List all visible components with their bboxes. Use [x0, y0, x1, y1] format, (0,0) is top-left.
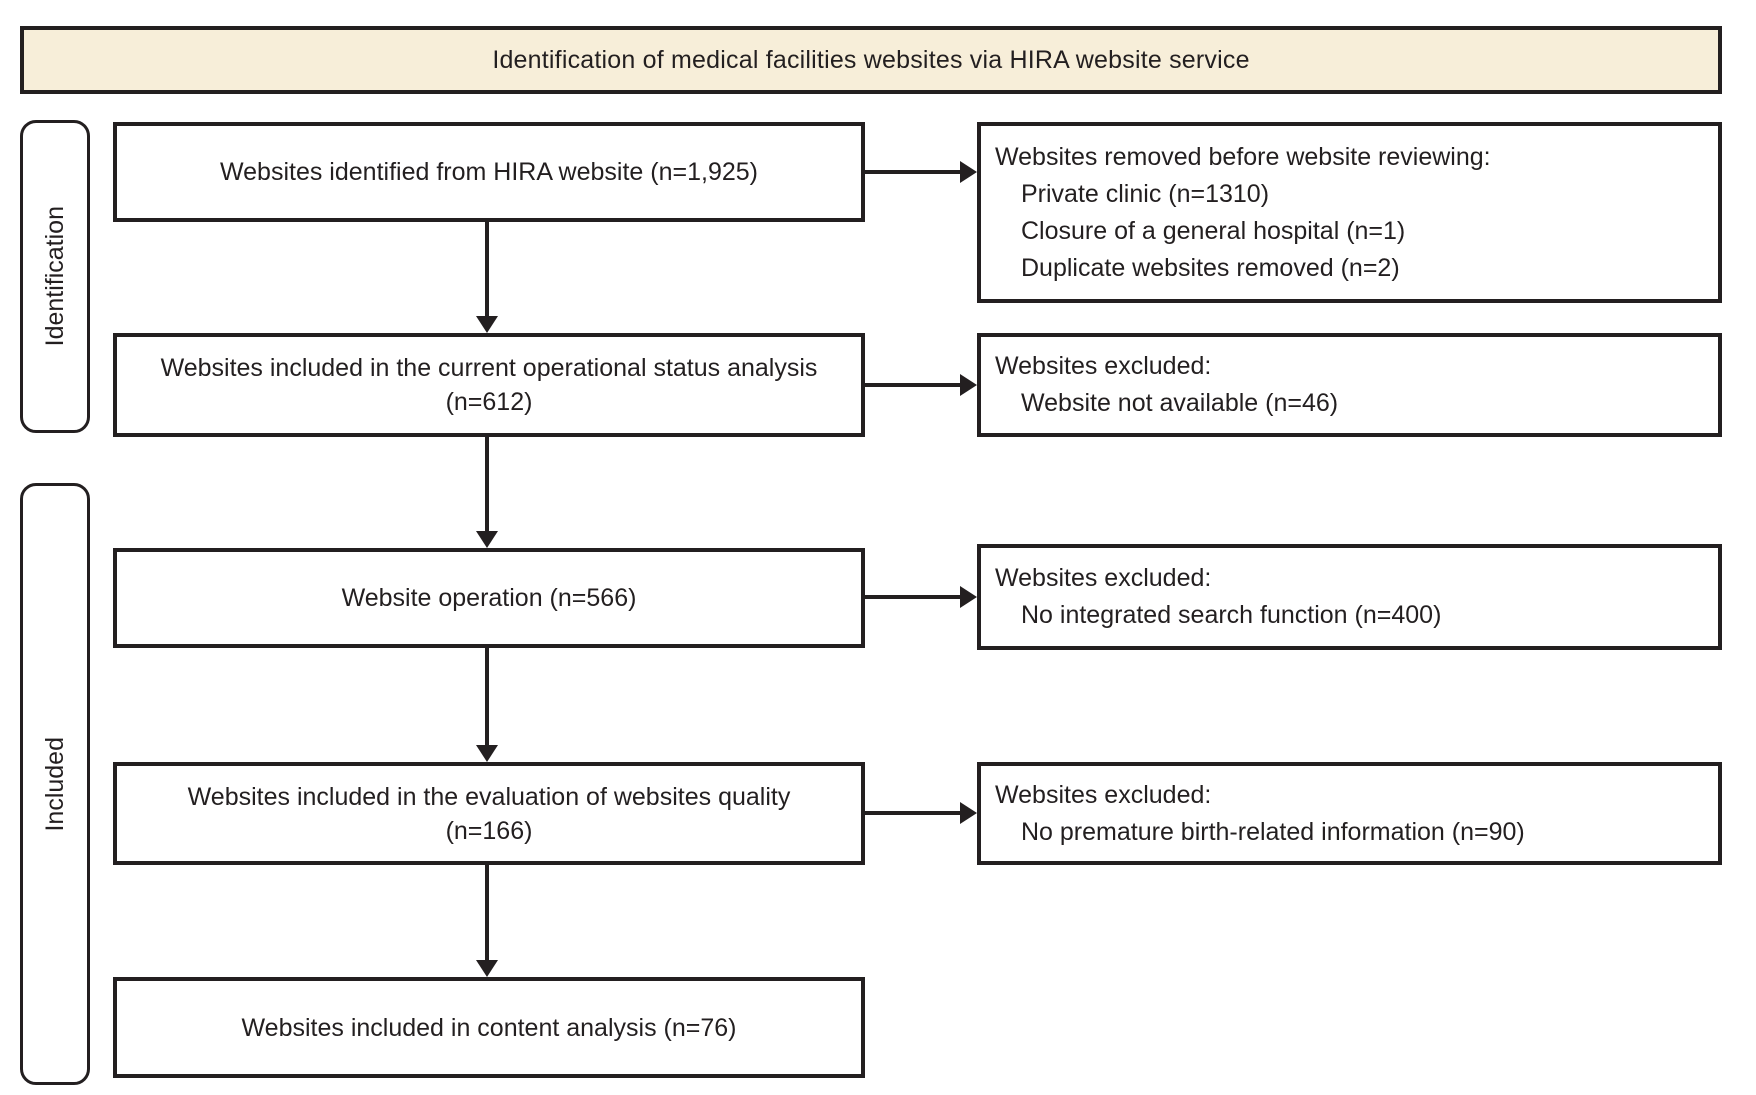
flow-box-website-operation — [113, 548, 865, 648]
exclusion-box-title: Websites excluded: — [995, 564, 1212, 592]
stage-label-included — [20, 483, 90, 1085]
arrow-head-down-icon — [476, 316, 498, 333]
arrow-head-right-icon — [960, 161, 977, 183]
arrow-line — [865, 595, 960, 599]
arrow-head-down-icon — [476, 745, 498, 762]
banner-title: Identification of medical facilities websites via HIRA website service — [492, 45, 1250, 74]
arrow-down-2 — [476, 437, 498, 548]
banner — [20, 26, 1722, 94]
exclusion-item: Private clinic (n=1310) — [1021, 179, 1270, 208]
arrow-down-4 — [476, 865, 498, 977]
arrow-line — [485, 648, 489, 745]
arrow-head-down-icon — [476, 531, 498, 548]
arrow-line — [485, 437, 489, 531]
arrow-line — [865, 170, 960, 174]
flow-box-websites-identified-text: Websites identified from HIRA website (n=1,925) — [220, 158, 758, 186]
exclusion-box-title: Websites excluded: — [995, 780, 1212, 809]
exclusion-item: No premature birth-related information (n=90) — [1021, 817, 1525, 846]
arrow-line — [865, 811, 960, 815]
exclusion-item: Duplicate websites removed (n=2) — [1021, 253, 1400, 282]
exclusion-item: Website not available (n=46) — [1021, 389, 1339, 417]
flow-box-websites-identified — [113, 122, 865, 222]
arrow-right-4 — [865, 801, 977, 825]
exclusion-box-removed-before-reviewing — [977, 122, 1722, 303]
stage-label-included-text: Included — [40, 736, 69, 832]
arrow-line — [485, 865, 489, 960]
arrow-line — [865, 383, 960, 387]
flow-box-operational-status-analysis-text: Websites included in the current operational status analysis (n=612) — [160, 354, 818, 416]
arrow-head-down-icon — [476, 960, 498, 977]
exclusion-item: No integrated search function (n=400) — [1021, 601, 1442, 629]
stage-label-identification — [20, 120, 90, 433]
flow-box-operational-status-analysis — [113, 333, 865, 437]
arrow-right-1 — [865, 160, 977, 184]
arrow-line — [485, 222, 489, 316]
arrow-right-2 — [865, 373, 977, 397]
exclusion-box-not-available — [977, 333, 1722, 437]
stage-label-identification-text: Identification — [40, 206, 69, 347]
flow-box-website-operation-text: Website operation (n=566) — [341, 584, 637, 612]
exclusion-item: Closure of a general hospital (n=1) — [1021, 216, 1406, 245]
exclusion-box-title: Websites excluded: — [995, 352, 1212, 380]
arrow-head-right-icon — [960, 802, 977, 824]
exclusion-box-title: Websites removed before website reviewing: — [995, 142, 1491, 171]
exclusion-box-no-search-function — [977, 544, 1722, 650]
flow-box-content-analysis — [113, 977, 865, 1078]
flow-box-quality-evaluation — [113, 762, 865, 865]
arrow-down-3 — [476, 648, 498, 762]
arrow-right-3 — [865, 585, 977, 609]
flow-box-content-analysis-text: Websites included in content analysis (n=76) — [241, 1013, 737, 1042]
arrow-head-right-icon — [960, 374, 977, 396]
flow-box-quality-evaluation-text: Websites included in the evaluation of websites quality (n=166) — [187, 782, 791, 845]
exclusion-box-no-premature-info — [977, 762, 1722, 865]
arrow-down-1 — [476, 222, 498, 333]
arrow-head-right-icon — [960, 586, 977, 608]
